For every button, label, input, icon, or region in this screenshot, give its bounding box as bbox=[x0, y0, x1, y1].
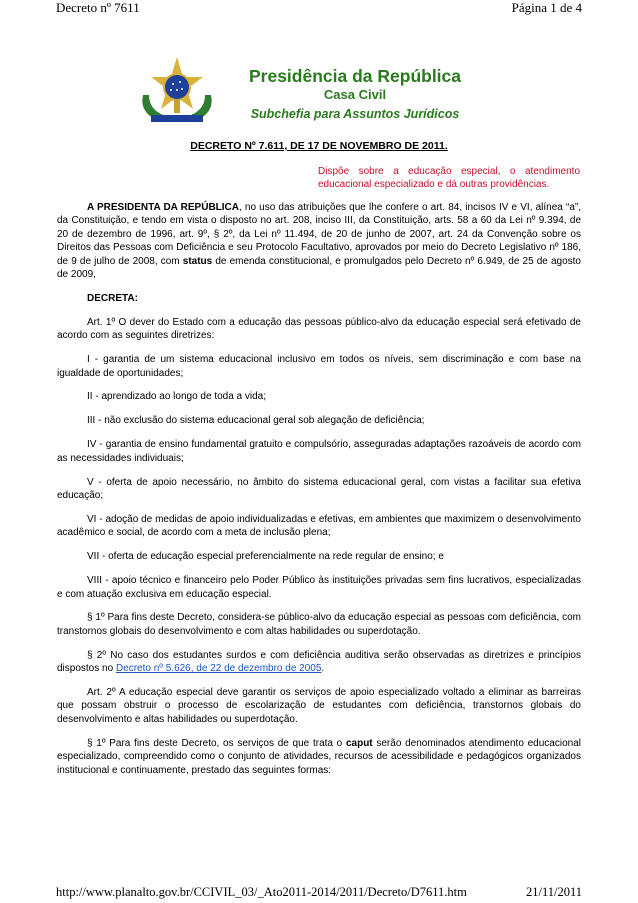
decree-title-text: DECRETO Nº 7.611, DE 17 DE NOVEMBRO DE 2011. bbox=[190, 140, 448, 152]
art2: Art. 2º A educação especial deve garantir os serviços de apoio especializado voltado a eliminar as barreiras que possam obstruir o processo de escolarização de estudantes com deficiência, transtornos globais do desenvolvimento e altas habilidades ou superdotação. bbox=[57, 687, 581, 725]
decree-body bbox=[57, 201, 581, 788]
ementa: Dispõe sobre a educação especial, o atendimento educacional especializado e dá outras providências. bbox=[318, 166, 580, 190]
art1: Art. 1º O dever do Estado com a educação das pessoas público-alvo da educação especial será efetivado de acordo com as seguintes diretrizes: bbox=[57, 316, 581, 342]
print-footer bbox=[56, 885, 582, 899]
print-header-title: Decreto nº 7611 bbox=[56, 0, 140, 15]
header-titles bbox=[220, 65, 490, 122]
inciso-iv: IV - garantia de ensino fundamental gratuito e compulsório, asseguradas adaptações razoáveis de acordo com as necessidades individuais; bbox=[57, 439, 581, 464]
art1-paragraph2-text: § 2º No caso dos estudantes surdos e com deficiência auditiva serão observadas as diretrizes e princípios dispostos no bbox=[57, 649, 581, 675]
art1-paragraph2-end: . bbox=[321, 663, 325, 675]
preamble-status: status bbox=[182, 255, 213, 267]
decreto-5626-link[interactable]: Decreto nº 5.626, de 22 de dezembro de 2005 bbox=[115, 663, 322, 675]
coat-of-arms-icon bbox=[137, 55, 217, 127]
decreta-label: DECRETA: bbox=[87, 292, 138, 304]
art2-paragraph1 bbox=[57, 737, 581, 777]
page-subchefia: Subchefia para Assuntos Jurídicos bbox=[250, 107, 460, 121]
print-footer-date: 21/11/2011 bbox=[525, 885, 582, 899]
decreta bbox=[57, 292, 581, 305]
inciso-iii: III - não exclusão do sistema educacional geral sob alegação de deficiência; bbox=[87, 415, 425, 427]
page-title: Presidência da República bbox=[248, 66, 462, 86]
preamble-part2: de emenda constitucional, e promulgados pelo Decreto nº 6.949, de 25 de agosto de 2009, bbox=[57, 255, 581, 281]
art2-caput: caput bbox=[345, 737, 373, 749]
page-subtitle: Casa Civil bbox=[323, 87, 387, 102]
art1-paragraph2 bbox=[57, 649, 581, 676]
preamble-subject: A PRESIDENTA DA REPÚBLICA bbox=[87, 202, 239, 213]
inciso-ii: II - aprendizado ao longo de toda a vida; bbox=[87, 391, 267, 403]
preamble-part1: , no uso das atribuições que lhe confere o art. 84, incisos IV e VI, alínea “a”, da Constituição, e tendo em vista o disposto no art. 208, inciso III, da Constituição, arts. 58 a 60 da Lei nº 9.394, de 20 de dezembro de 1996, art. 9º, § 2º, da Lei nº 11.494, de 20 de junho de 2007, art. 24 da Convenção sobre os Direitos das Pessoas com Deficiência e seu Protocolo Facultativo, aprovados por meio do Decreto Legislativo nº 186, de 9 de julho de 2008, com bbox=[57, 202, 581, 267]
inciso-vi: VI - adoção de medidas de apoio individualizadas e efetivas, em ambientes que maximizem o desenvolvimento acadêmico e social, de acordo com a meta de inclusão plena; bbox=[57, 513, 581, 539]
print-header-page: Página 1 de 4 bbox=[511, 0, 582, 15]
inciso-vii: VII - oferta de educação especial preferencialmente na rede regular de ensino; e bbox=[87, 551, 444, 563]
inciso-viii: VIII - apoio técnico e financeiro pelo Poder Público às instituições privadas sem fins lucrativos, especializadas e com atuação exclusiva em educação especial. bbox=[57, 575, 581, 600]
inciso-v: V - oferta de apoio necessário, no âmbito do sistema educacional geral, com vistas a facilitar sua efetiva educação; bbox=[57, 476, 581, 501]
print-footer-url: http://www.planalto.gov.br/CCIVIL_03/_Ato2011-2014/2011/Decreto/D7611.htm bbox=[56, 885, 467, 899]
inciso-i: I - garantia de um sistema educacional inclusivo em todos os níveis, sem discriminação e com base na igualdade de oportunidades; bbox=[57, 354, 581, 379]
print-header bbox=[56, 1, 582, 15]
art2-paragraph1-part2: serão denominados atendimento educacional especializado, compreendido como o conjunto de atividades, recursos de acessibilidade e pedagógicos organizados institucional e continuamente, prestado das seguintes formas: bbox=[57, 737, 581, 776]
art1-paragraph1: § 1º Para fins deste Decreto, considera-se público-alvo da educação especial as pessoas com deficiência, com transtornos globais do desenvolvimento e com altas habilidades ou superdotação. bbox=[57, 612, 581, 637]
decree-title bbox=[0, 140, 638, 153]
art2-paragraph1-part1: § 1º Para fins deste Decreto, os serviços de que trata o bbox=[87, 737, 346, 749]
preamble bbox=[57, 201, 581, 281]
